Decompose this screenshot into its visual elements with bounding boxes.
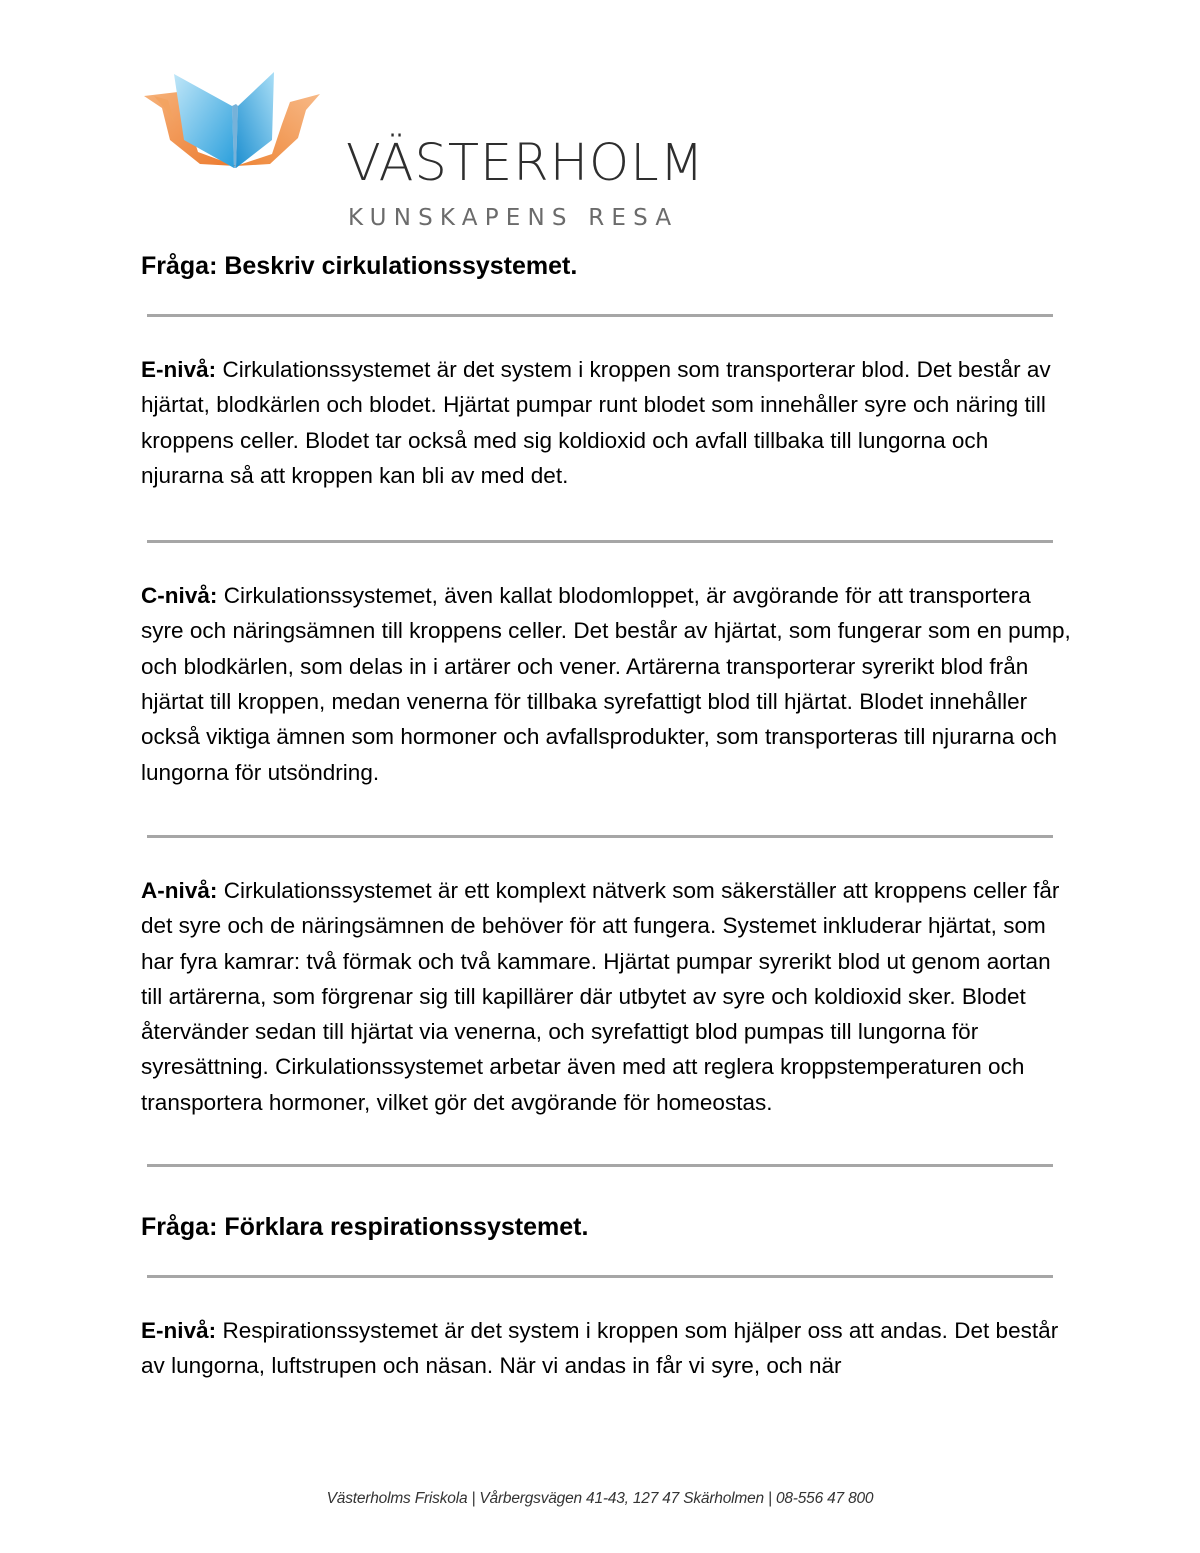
divider — [147, 540, 1053, 543]
divider — [147, 835, 1053, 838]
question-heading: Fråga: Förklara respirationssystemet. — [141, 1213, 589, 1242]
page-footer: Västerholms Friskola | Vårbergsvägen 41-43, 127 47 Skärholmen | 08-556 47 800 — [326, 1490, 874, 1507]
question-heading: Fråga: Beskriv cirkulationssystemet. — [141, 252, 578, 280]
answer-text: Cirkulationssystemet, även kallat blodomloppet, är avgörande för att transportera syre och näringsämnen till kroppens celler. Det består av hjärtat, som fungerar som en pump, och blodkärlen, som delas in i artärer och vener. Artärerna transporterar syrerikt blod från hjärtat till kroppen, medan venerna för tillbaka syrefattigt blod till hjärtat. Blodet innehåller också viktiga ämnen som hormoner och avfallsprodukter, som transporteras till njurarna och lungorna för utsöndring. — [141, 583, 1071, 785]
answer-text: Cirkulationssystemet är det system i kroppen som transporterar blod. Det består av hjärtat, blodkärlen och blodet. Hjärtat pumpar runt blodet som innehåller syre och näring till kroppens celler. Blodet tar också med sig koldioxid och avfall tillbaka till lungorna och njurarna så att kroppen kan bli av med det. — [141, 357, 1051, 488]
open-book-icon — [140, 66, 330, 176]
divider — [147, 314, 1053, 317]
level-label: C-nivå: — [141, 583, 218, 609]
level-label: A-nivå: — [141, 877, 218, 903]
answer-text: Respirationssystemet är det system i kroppen som hjälper oss att andas. Det består av lungorna, luftstrupen och näsan. När vi andas in får vi syre, och när — [141, 1318, 1059, 1379]
divider — [147, 1164, 1053, 1167]
answer-paragraph — [141, 352, 1071, 493]
answer-paragraph — [141, 578, 1071, 790]
answer-paragraph — [141, 873, 1071, 1120]
document-content — [141, 240, 1071, 1384]
brand-name: VÄSTERHOLM — [346, 134, 705, 193]
level-label: E-nivå: — [141, 357, 217, 382]
answer-paragraph — [141, 1313, 1071, 1384]
answer-text: Cirkulationssystemet är ett komplext nätverk som säkerställer att kroppens celler får det syre och de näringsämnen de behöver för att fungera. Systemet inkluderar hjärtat, som har fyra kamrar: två förmak och två kammare. Hjärtat pumpar syrerikt blod ut genom aortan till artärerna, som förgrenar sig till kapillärer där utbytet av syre och koldioxid sker. Blodet återvänder sedan till hjärtat via venerna, och syrefattigt blod pumpas till lungorna för syresättning. Cirkulationssystemet arbetar även med att reglera kroppstemperaturen och transportera hormoner, vilket gör det avgörande för homeostas. — [141, 877, 1060, 1115]
level-label: E-nivå: — [141, 1318, 217, 1344]
school-logo — [140, 66, 705, 231]
brand-tagline: KUNSKAPENS RESA — [348, 205, 679, 231]
divider — [147, 1275, 1053, 1278]
